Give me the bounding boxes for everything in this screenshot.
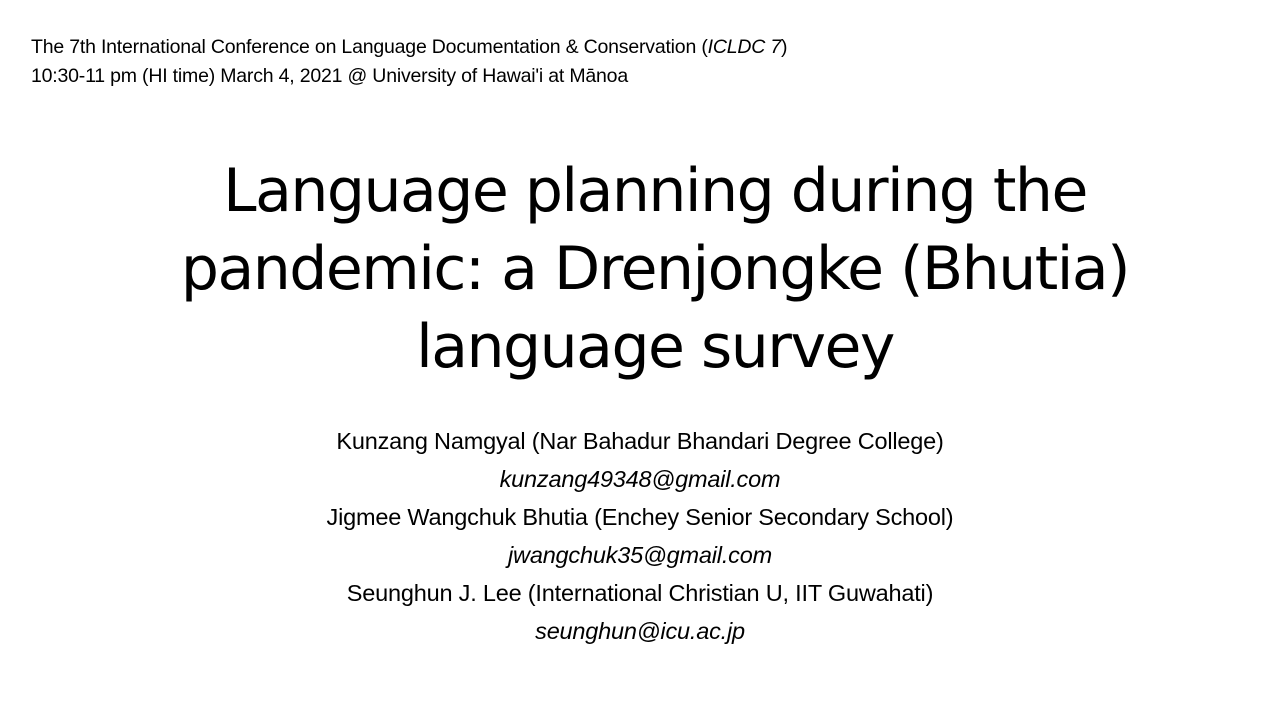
conference-name-line	[31, 33, 787, 62]
author-email: jwangchuk35@gmail.com	[508, 542, 772, 568]
slide-title-line-1: Language planning during the	[223, 156, 1087, 226]
author-email: seunghun@icu.ac.jp	[535, 618, 745, 644]
author-name: Jigmee Wangchuk Bhutia (Enchey Senior Secondary School)	[326, 504, 954, 530]
author-email: kunzang49348@gmail.com	[499, 466, 781, 492]
slide-title	[0, 152, 1280, 386]
author-name: Seunghun J. Lee (International Christian U, IIT Guwahati)	[346, 580, 934, 606]
slide-title-line-2: pandemic: a Drenjongke (Bhutia)	[180, 234, 1130, 304]
author-list	[0, 422, 1280, 650]
conference-abbreviation: ICLDC 7	[707, 36, 781, 58]
conference-name: The 7th International Conference on Language Documentation & Conservation (	[31, 36, 708, 58]
session-time-location: 10:30-11 pm (HI time) March 4, 2021 @ University of Hawai'i at Mānoa	[31, 65, 628, 87]
slide-title-line-3: language survey	[416, 312, 894, 382]
conference-header	[31, 33, 787, 91]
conference-name-close: )	[781, 36, 788, 58]
author-name: Kunzang Namgyal (Nar Bahadur Bhandari Degree College)	[336, 428, 944, 454]
